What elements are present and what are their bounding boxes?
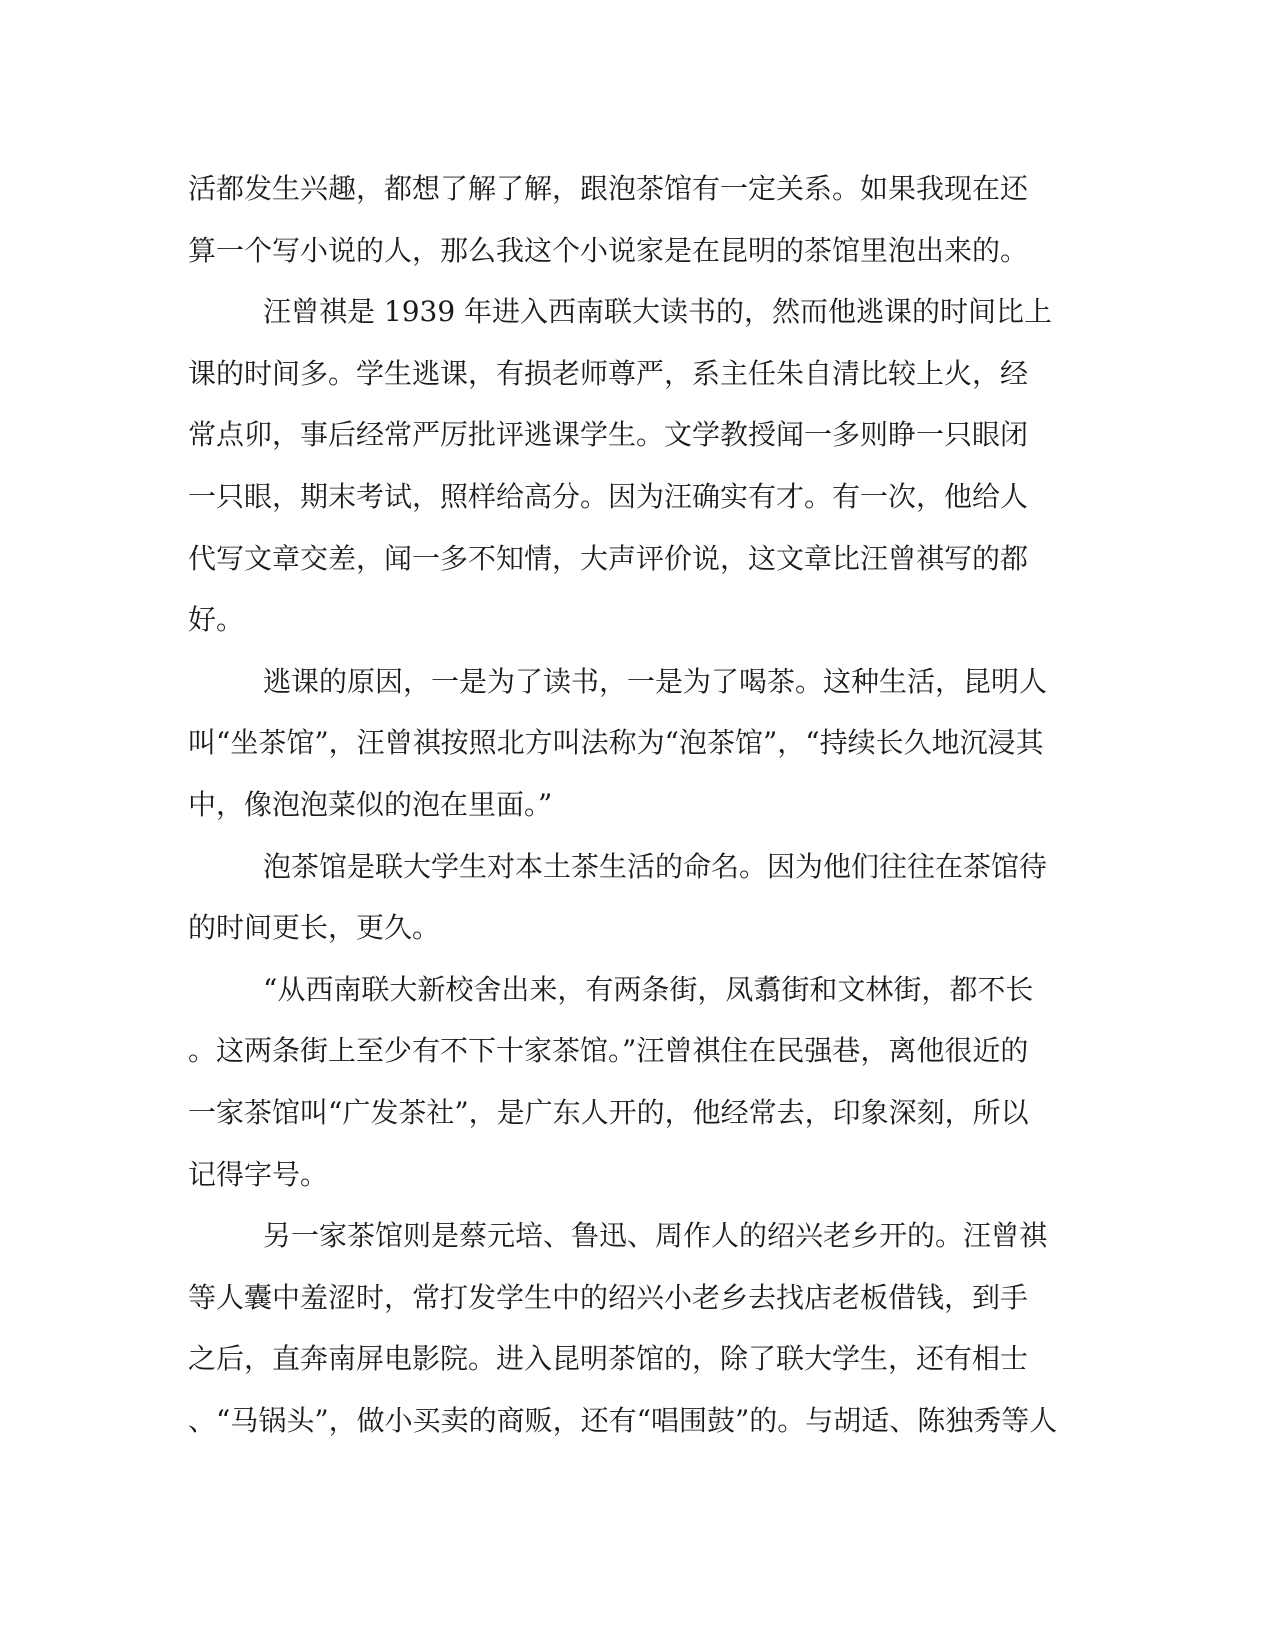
paragraph-3 bbox=[188, 651, 1078, 836]
paragraph-2 bbox=[188, 281, 1078, 651]
text-line: 泡茶馆是联大学生对本土茶生活的命名。因为他们往往在茶馆待 bbox=[263, 849, 1048, 883]
text-line: 常点卯，事后经常严厉批评逃课学生。文学教授闻一多则睁一只眼闭 bbox=[188, 418, 1029, 452]
text-line: 一只眼，期末考试，照样给高分。因为汪确实有才。有一次，他给人 bbox=[188, 479, 1029, 513]
text-line: 一家茶馆叫“广发茶社”，是广东人开的，他经常去，印象深刻，所以 bbox=[188, 1095, 1029, 1129]
body-text bbox=[188, 158, 1078, 1451]
text-line: 等人囊中羞涩时，常打发学生中的绍兴小老乡去找店老板借钱，到手 bbox=[188, 1280, 1029, 1314]
text-line: 汪曾祺是 1939 年进入西南联大读书的，然而他逃课的时间比上 bbox=[263, 295, 1053, 329]
text-line: 记得字号。 bbox=[188, 1157, 329, 1191]
text-line: 中，像泡泡菜似的泡在里面。” bbox=[188, 787, 553, 821]
paragraph-4 bbox=[188, 836, 1078, 959]
text-line: “从西南联大新校舍出来，有两条街，凤翥街和文林街，都不长 bbox=[263, 972, 1034, 1006]
paragraph-6 bbox=[188, 1205, 1078, 1451]
text-line: 叫“坐茶馆”，汪曾祺按照北方叫法称为“泡茶馆”，“持续长久地沉浸其 bbox=[188, 726, 1044, 760]
text-line: 、“马锅头”，做小买卖的商贩，还有“唱围鼓”的。与胡适、陈独秀等人 bbox=[188, 1403, 1058, 1437]
text-line: 另一家茶馆则是蔡元培、鲁迅、周作人的绍兴老乡开的。汪曾祺 bbox=[263, 1219, 1048, 1253]
text-line: 算一个写小说的人，那么我这个小说家是在昆明的茶馆里泡出来的。 bbox=[188, 233, 1029, 267]
text-line: 好。 bbox=[188, 603, 245, 637]
text-line: 课的时间多。学生逃课，有损老师尊严，系主任朱自清比较上火，经 bbox=[188, 356, 1029, 390]
text-line: 逃课的原因，一是为了读书，一是为了喝茶。这种生活，昆明人 bbox=[263, 664, 1048, 698]
text-line: 的时间更长，更久。 bbox=[188, 911, 441, 945]
text-line: 之后，直奔南屏电影院。进入昆明茶馆的，除了联大学生，还有相士 bbox=[188, 1342, 1029, 1376]
text-line: 活都发生兴趣，都想了解了解，跟泡茶馆有一定关系。如果我现在还 bbox=[188, 172, 1029, 205]
paragraph-1 bbox=[188, 158, 1078, 281]
text-line: 。这两条街上至少有不下十家茶馆。”汪曾祺住在民强巷，离他很近的 bbox=[188, 1034, 1029, 1068]
text-line: 代写文章交差，闻一多不知情，大声评价说，这文章比汪曾祺写的都 bbox=[188, 541, 1029, 575]
paragraph-5 bbox=[188, 959, 1078, 1205]
